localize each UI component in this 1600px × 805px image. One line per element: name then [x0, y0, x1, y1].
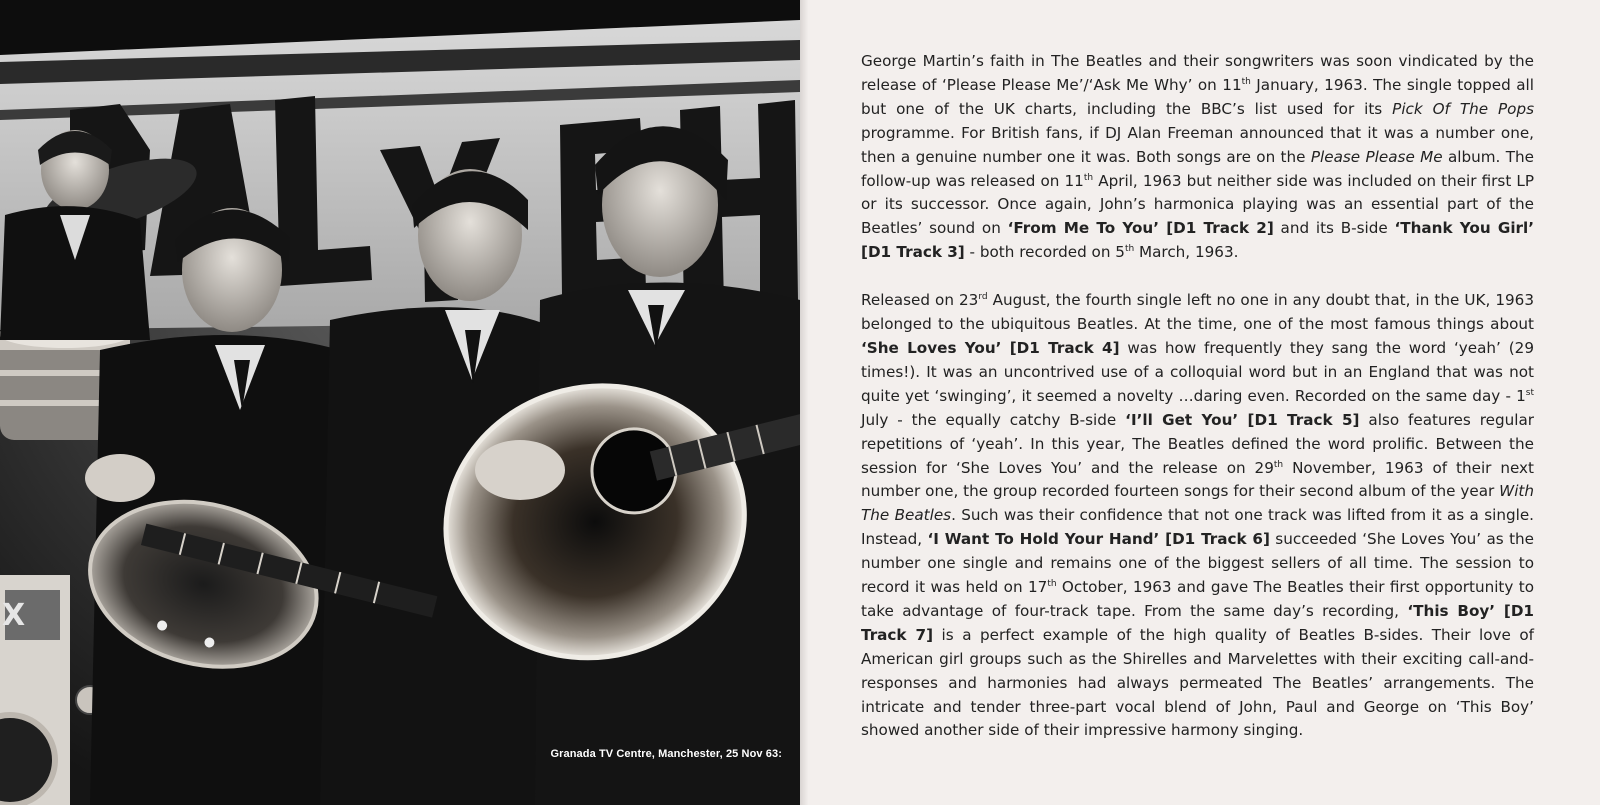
ordinal-suffix: th	[1124, 244, 1135, 255]
text-run: August, the fourth single left no one in any doubt that, in the UK, 1963 belonged to the ubiquitous Beatles. At the time, one of the most famous things about	[861, 291, 1534, 334]
title-reference: Pick Of The Pops	[1392, 99, 1534, 118]
text-run: programme. For British fans, if DJ Alan Freeman announced that it was a number one, then a genuine number one it was. Both songs are on the	[861, 123, 1534, 166]
text-run: - both recorded on 5	[964, 243, 1125, 262]
article-paragraph	[861, 289, 1534, 743]
track-reference: ‘I’ll Get You’ [D1 Track 5]	[1125, 410, 1360, 429]
track-reference: ‘This Boy’ [D1 Track 7]	[861, 601, 1534, 644]
article-body	[861, 50, 1534, 767]
ordinal-suffix: st	[1525, 387, 1534, 398]
ordinal-suffix: rd	[978, 292, 988, 303]
text-run: July - the equally catchy B-side	[861, 410, 1126, 429]
track-reference: ‘She Loves You’ [D1 Track 4]	[861, 338, 1120, 357]
text-run: Released on 23	[861, 291, 979, 310]
text-run: album. The follow-up was released on 11	[861, 147, 1534, 190]
ordinal-suffix: th	[1273, 459, 1284, 470]
text-run: January, 1963. The single topped all but one of the UK charts, including the BBC’s list used for its	[861, 75, 1534, 118]
title-reference: Please Please Me	[1310, 147, 1443, 166]
ordinal-suffix: th	[1047, 579, 1057, 590]
text-run: and its B-side	[1273, 219, 1395, 238]
text-run: was how frequently they sang the word ‘yeah’ (29 times!). It was an uncontrived use of a colloquial word but in an England that was not quite yet ‘swinging’, it seemed a novelty …daring even. Recorded on the same day - 1	[861, 338, 1534, 405]
text-run: succeeded ‘She Loves You’ as the number one single and remains one of the biggest sellers of all time. The session to record it was held on 17	[861, 530, 1535, 597]
text-run: March, 1963.	[1134, 243, 1239, 262]
text-run: November, 1963 of their next number one, the group recorded fourteen songs for their second album of the year	[861, 458, 1534, 501]
photo-caption: Granada TV Centre, Manchester, 25 Nov 63:	[550, 748, 782, 760]
track-reference: ‘From Me To You’ [D1 Track 2]	[1007, 219, 1274, 238]
text-run: April, 1963 but neither side was included on their first LP or its successor. Once again, John’s harmonica playing was an essential part of the Beatles’ sound on	[861, 171, 1534, 238]
ordinal-suffix: th	[1241, 76, 1251, 87]
svg-text:X: X	[2, 598, 26, 633]
title-reference: With The Beatles	[861, 482, 1534, 525]
text-run: . Such was their confidence that not one track was lifted from it as a single. Instead,	[861, 506, 1534, 549]
ordinal-suffix: th	[1083, 172, 1094, 183]
track-reference: ‘I Want To Hold Your Hand’ [D1 Track 6]	[927, 530, 1270, 549]
page-gutter	[800, 0, 808, 805]
text-run: October, 1963 and gave The Beatles their first opportunity to take advantage of four-track tape. From the same day’s recording,	[861, 578, 1534, 620]
text-run: is a perfect example of the high quality of Beatles B-sides. Their love of American girl groups such as the Shirelles and Marvelettes with their exciting call-and-responses and harmonies had always permeated The Beatles’ arrangements. The intricate and tender three-part vocal blend of John, Paul and George on ‘This Boy’ showed another side of their impressive harmony singing.	[861, 625, 1535, 740]
track-reference: ‘Thank You Girl’ [D1 Track 3]	[861, 219, 1534, 262]
text-run: also features regular repetitions of ‘yeah’. In this year, The Beatles defined the word prolific. Between the session for ‘She Loves You’ and the release on 29	[861, 410, 1534, 477]
text-run: George Martin’s faith in The Beatles and their songwriters was soon vindicated by the release of ‘Please Please Me’/‘Ask Me Why’ on 11	[861, 52, 1534, 94]
article-paragraph	[861, 50, 1534, 265]
text-page	[808, 0, 1600, 805]
